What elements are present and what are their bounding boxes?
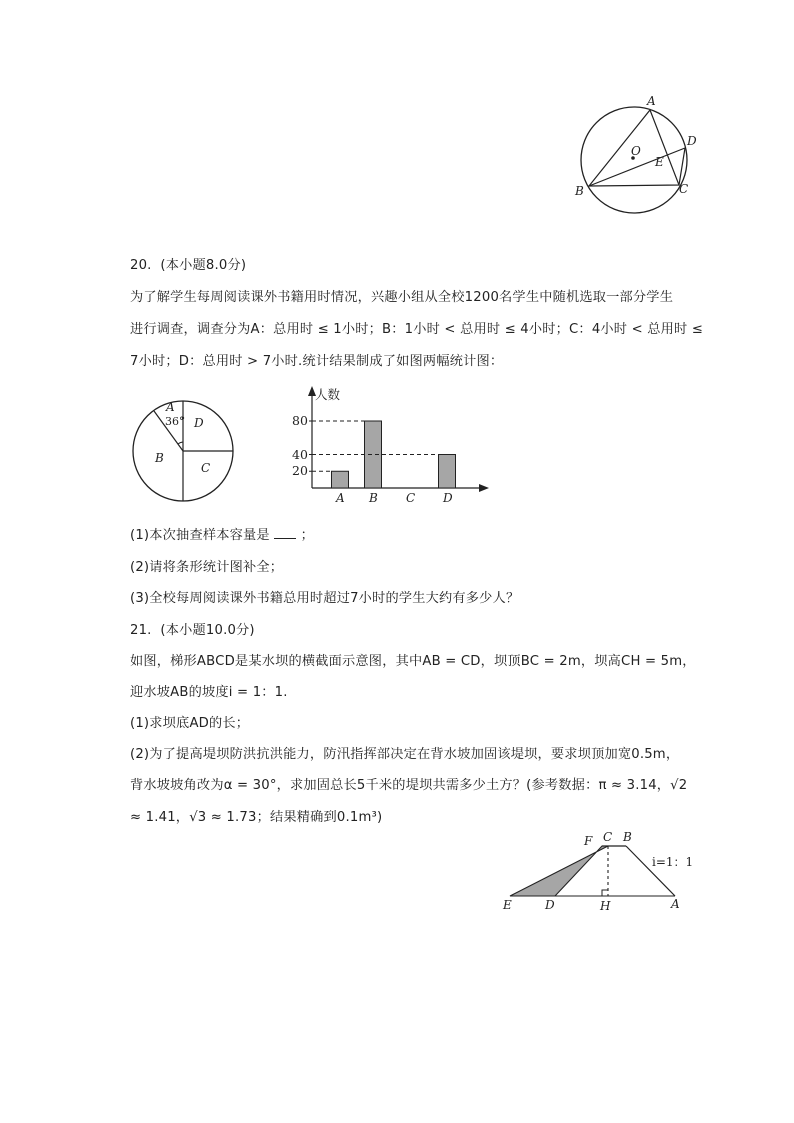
label-o: O <box>631 144 641 158</box>
q20-sub1-end: ； <box>300 528 314 543</box>
q20-number: 20. <box>130 258 152 273</box>
y-tick-label: 80 <box>292 413 308 428</box>
pie-label-a: A <box>166 400 175 414</box>
q21-sub2-line2: 背水坡坡角改为α = 30°，求加固总长5千米的堤坝共需多少土方？(参考数据：π ≈ 3.14，√2 <box>130 778 688 793</box>
q21-sub2-line1: (2)为了提高堤坝防洪抗洪能力，防汛指挥部决定在背水坡加固该堤坝，要求坝顶加宽0.5m， <box>130 747 680 762</box>
dam-label-a: A <box>671 897 680 911</box>
x-category-label: B <box>369 491 378 505</box>
dam-label-h: H <box>600 899 611 913</box>
q20-sub3: (3)全校每周阅读课外书籍总用时超过7小时的学生大约有多少人？ <box>130 591 520 606</box>
q21-stem-line2: 迎水坡AB的坡度i = 1：1. <box>130 685 288 700</box>
x-category-label: C <box>406 491 416 505</box>
dam-label-e: E <box>503 898 512 912</box>
q20-stem-line3: 7小时；D：总用时 > 7小时.统计结果制成了如图两幅统计图： <box>130 354 504 369</box>
q20-sub2: (2)请将条形统计图补全； <box>130 560 284 575</box>
pie-label-b: B <box>155 451 164 465</box>
label-d: D <box>687 134 697 148</box>
y-tick-label: 20 <box>292 463 308 479</box>
y-tick-label: 40 <box>292 446 308 462</box>
q20-stem-line1: 为了解学生每周阅读课外书籍用时情况，兴趣小组从全校1200名学生中随机选取一部分学生 <box>130 290 674 305</box>
q21-points: (本小题10.0分) <box>160 623 255 638</box>
dam-label-d: D <box>545 898 555 912</box>
label-e: E <box>655 155 664 169</box>
q20-stem-line2: 进行调查，调查分为A：总用时 ≤ 1小时；B：1小时 < 总用时 ≤ 4小时；C：4小时 < 总用时 ≤ <box>130 322 704 337</box>
pie-angle-label: 36° <box>165 415 185 428</box>
q20-sub1-text: (1)本次抽查样本容量是 <box>130 528 270 543</box>
q21-sub1: (1)求坝底AD的长； <box>130 716 250 731</box>
q21-sub2-line3: ≈ 1.41，√3 ≈ 1.73；结果精确到0.1m³) <box>130 810 383 825</box>
dam-label-f: F <box>584 834 593 848</box>
x-category-label: A <box>336 491 345 505</box>
pie-label-d: D <box>194 416 204 430</box>
y-axis-label: 人数 <box>315 387 341 402</box>
dam-slope-label: i=1：1 <box>652 855 694 869</box>
x-category-label: D <box>443 491 453 505</box>
reinforcement-area <box>510 846 608 896</box>
right-angle-mark <box>602 890 608 896</box>
label-a: A <box>647 94 656 108</box>
pie-label-c: C <box>201 461 211 475</box>
label-b: B <box>575 184 584 198</box>
label-c: C <box>679 182 689 196</box>
q20-points: (本小题8.0分) <box>160 258 247 273</box>
q21-number: 21. <box>130 623 152 638</box>
dam-label-c: C <box>603 830 613 844</box>
q21-stem-line1: 如图，梯形ABCD是某水坝的横截面示意图，其中AB = CD，坝顶BC = 2m，坝高CH = 5m， <box>130 654 696 669</box>
dam-label-b: B <box>623 830 632 844</box>
